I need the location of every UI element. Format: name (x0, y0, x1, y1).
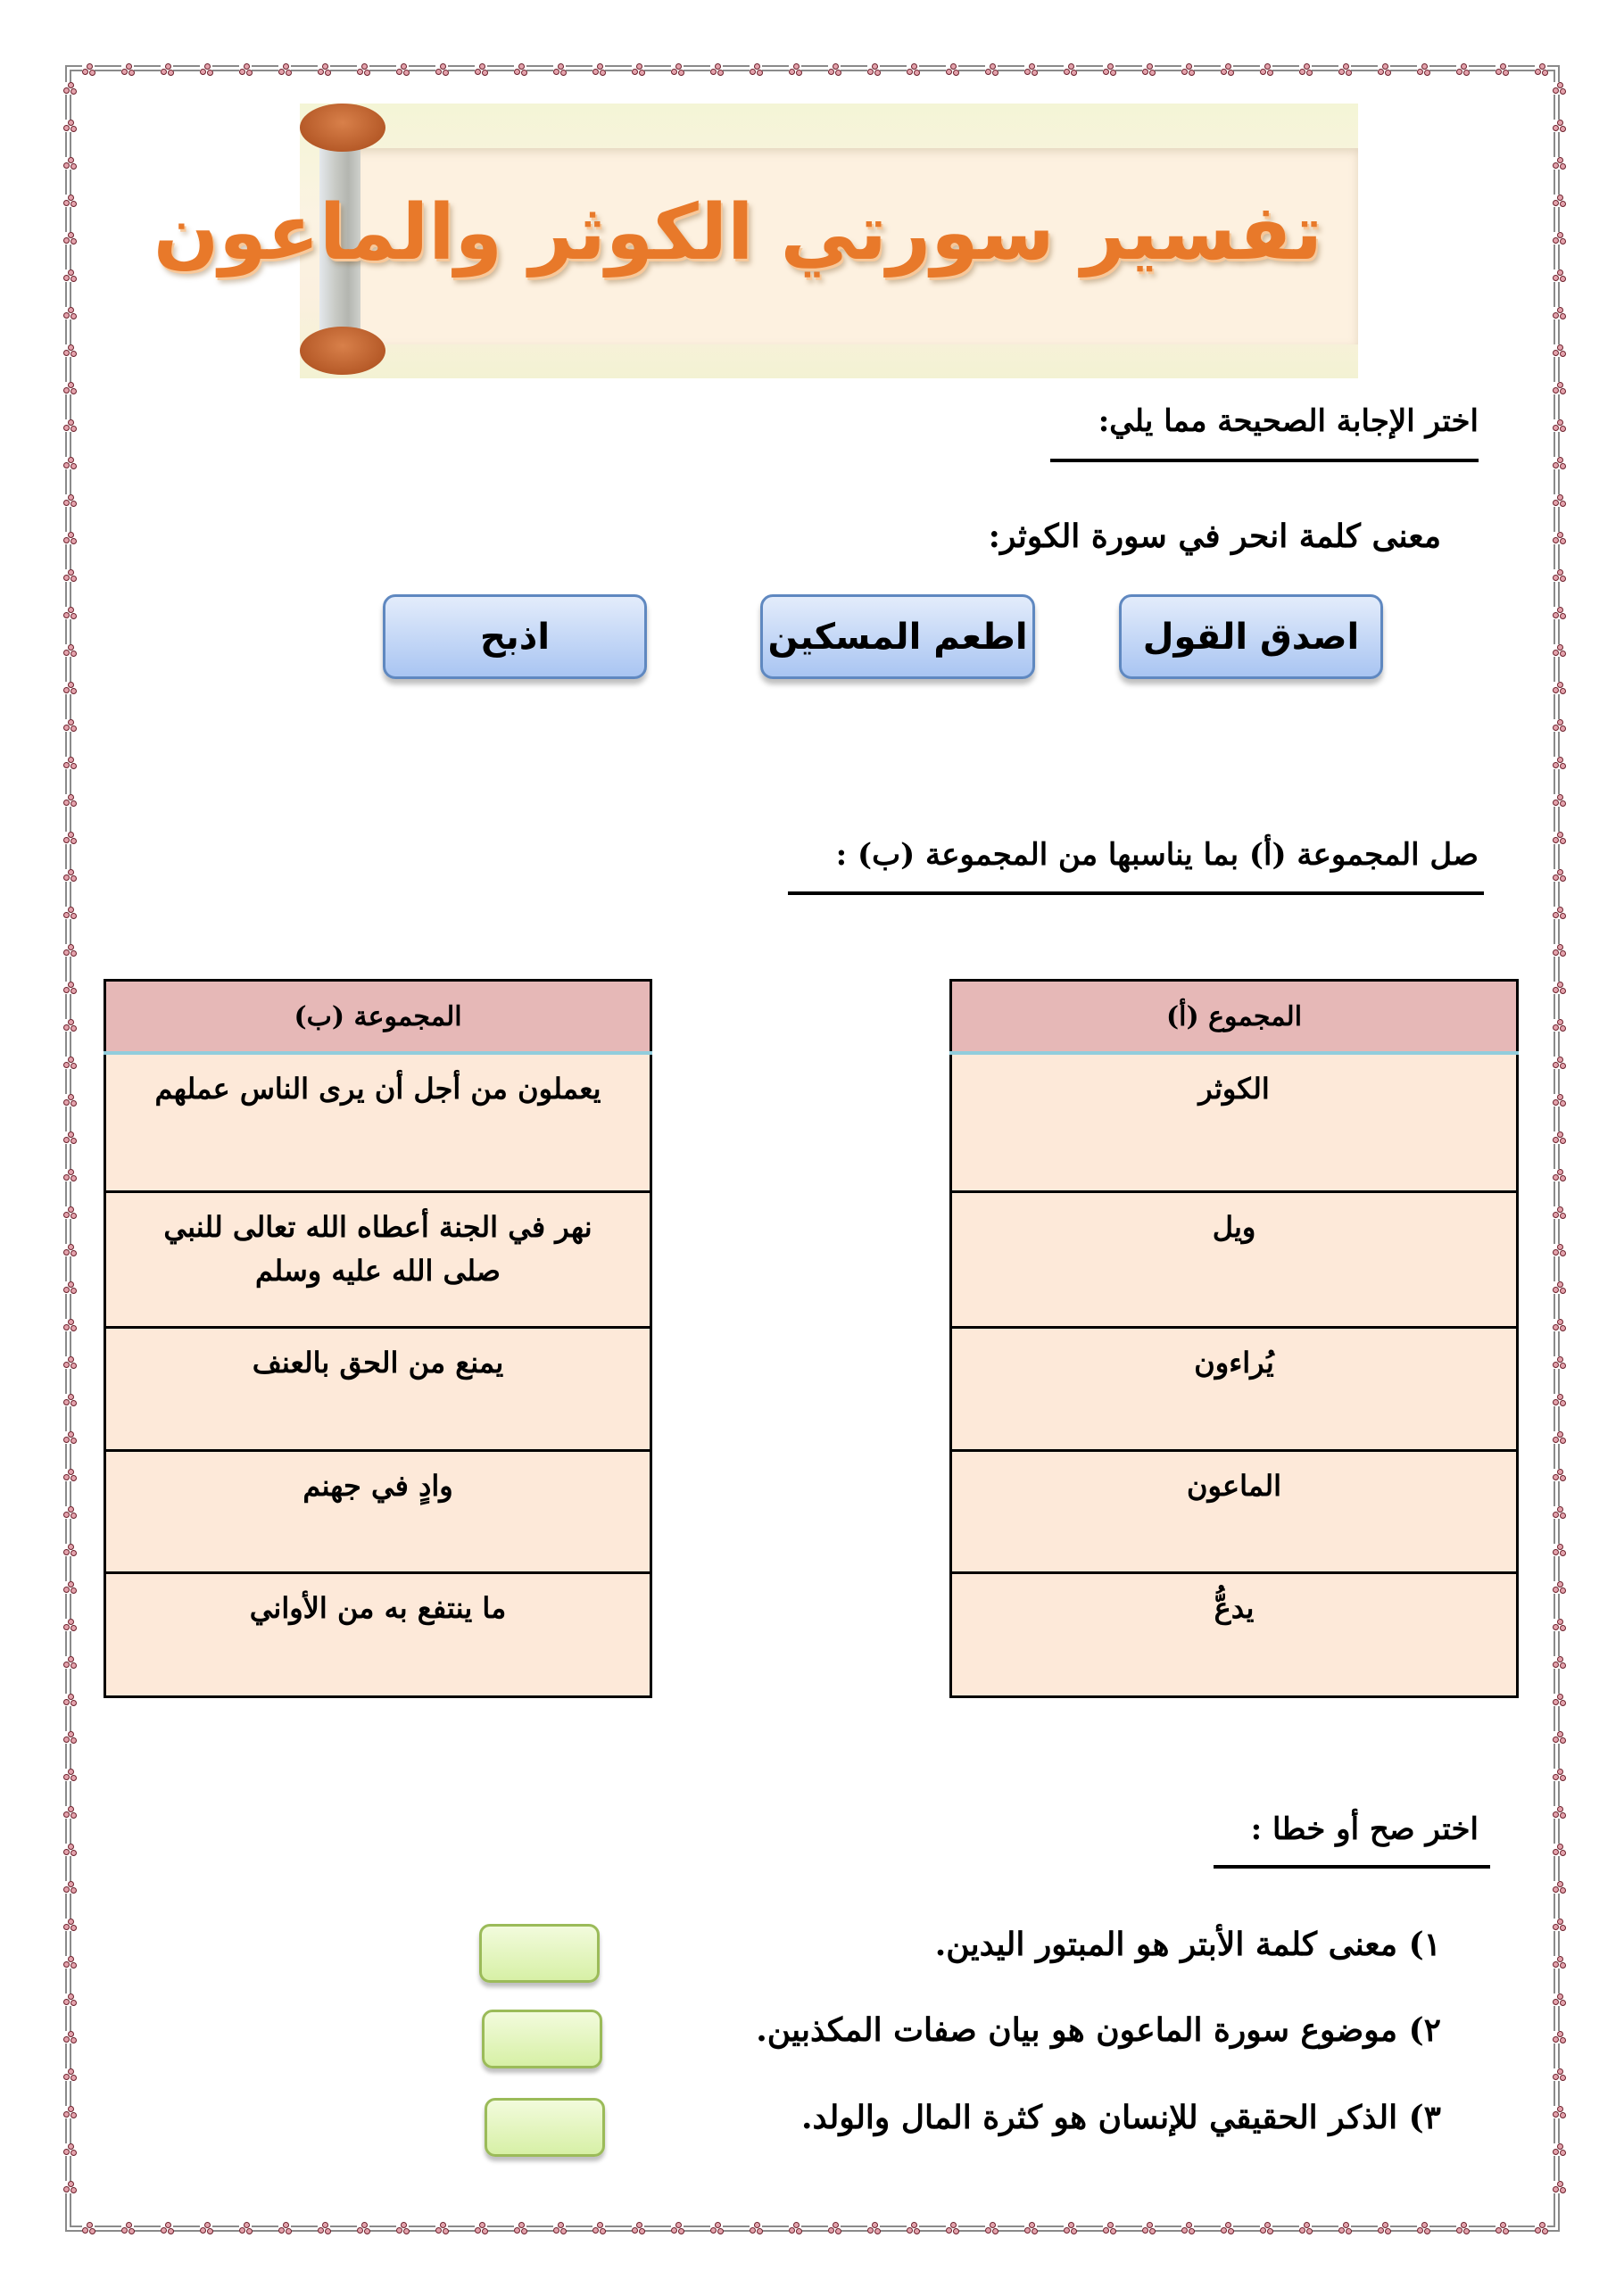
border-ornament-icon (710, 2222, 723, 2234)
border-ornament-icon (828, 2222, 841, 2234)
border-ornament-icon (396, 2222, 409, 2234)
border-ornament-icon (1553, 1131, 1565, 1144)
border-ornament-icon (946, 63, 958, 76)
border-ornament-icon (1553, 1544, 1565, 1556)
group-a-item[interactable]: يُراءون (951, 1327, 1518, 1450)
border-ornament-icon (592, 2222, 605, 2234)
border-ornament-icon (1553, 982, 1565, 994)
border-ornament-icon (318, 2222, 330, 2234)
border-ornament-icon (1064, 63, 1076, 76)
border-ornament-icon (1142, 2222, 1155, 2234)
border-ornament-icon (592, 63, 605, 76)
border-ornament-icon (63, 1319, 76, 1331)
border-ornament-icon (1553, 1993, 1565, 2006)
border-ornament-icon (1553, 1806, 1565, 1819)
border-ornament-icon (1553, 1394, 1565, 1406)
section2-underline (788, 891, 1484, 895)
border-ornament-icon (63, 1656, 76, 1669)
border-ornament-icon (1553, 1731, 1565, 1744)
border-ornament-icon (1338, 2222, 1351, 2234)
border-ornament-icon (1553, 1919, 1565, 1931)
border-ornament-icon (1535, 2222, 1547, 2234)
section1-heading: اختر الإجابة الصحيحة مما يلي: (1098, 403, 1479, 439)
border-ornament-icon (63, 1431, 76, 1444)
tf-answer-box-3[interactable] (485, 2098, 605, 2157)
border-ornament-icon (789, 63, 801, 76)
border-ornament-icon (1553, 1244, 1565, 1256)
border-ornament-icon (1553, 457, 1565, 469)
border-ornament-icon (63, 2106, 76, 2118)
group-a-header: المجموع (أ) (951, 981, 1518, 1054)
border-ornament-icon (946, 2222, 958, 2234)
border-ornament-icon (1378, 2222, 1390, 2234)
border-ornament-icon (121, 2222, 134, 2234)
group-b-item[interactable]: ما ينتفع به من الأواني (105, 1572, 651, 1696)
border-ornament-icon (632, 2222, 644, 2234)
border-ornament-icon (1553, 1844, 1565, 1856)
border-ornament-icon (1496, 63, 1508, 76)
border-ornament-icon (1299, 2222, 1312, 2234)
border-ornament-icon (1553, 195, 1565, 207)
section2-heading: صل المجموعة (أ) بما يناسبها من المجموعة (ب) : (835, 837, 1479, 873)
border-ornament-icon (750, 2222, 762, 2234)
border-ornament-icon (63, 1544, 76, 1556)
border-ornament-icon (1553, 1881, 1565, 1894)
group-a-item[interactable]: يدعُّ (951, 1572, 1518, 1696)
border-ornament-icon (1417, 2222, 1429, 2234)
border-ornament-icon (1553, 1506, 1565, 1519)
border-ornament-icon (1024, 63, 1037, 76)
border-ornament-icon (161, 2222, 173, 2234)
group-a-item[interactable]: ويل (951, 1191, 1518, 1327)
border-ornament-icon (867, 63, 880, 76)
border-ornament-icon (82, 2222, 95, 2234)
border-ornament-icon (1456, 63, 1469, 76)
border-ornament-icon (63, 1469, 76, 1481)
border-ornament-icon (63, 82, 76, 95)
border-ornament-icon (1553, 2031, 1565, 2043)
border-ornament-icon (671, 63, 684, 76)
border-ornament-icon (435, 2222, 448, 2234)
border-ornament-icon (1553, 1206, 1565, 1219)
border-ornament-icon (907, 63, 919, 76)
border-ornament-icon (1553, 1469, 1565, 1481)
border-ornament-icon (63, 832, 76, 844)
border-ornament-icon (1553, 1019, 1565, 1032)
group-b-item[interactable]: يعملون من أجل أن يرى الناس عملهم (105, 1053, 651, 1191)
border-ornament-icon (200, 2222, 212, 2234)
border-ornament-icon (63, 1731, 76, 1744)
border-ornament-icon (1553, 1769, 1565, 1781)
border-ornament-icon (1553, 569, 1565, 582)
border-ornament-icon (63, 569, 76, 582)
border-ornament-icon (1299, 63, 1312, 76)
border-ornament-icon (1378, 63, 1390, 76)
border-ornament-icon (63, 344, 76, 357)
border-ornament-icon (357, 2222, 369, 2234)
border-ornament-icon (985, 2222, 998, 2234)
section3-underline (1214, 1865, 1490, 1869)
tf-statement-3: ٣) الذكر الحقيقي للإنسان هو كثرة المال والولد. (800, 2099, 1441, 2136)
border-ornament-icon (1553, 157, 1565, 170)
border-ornament-icon (1553, 269, 1565, 282)
border-ornament-icon (1553, 1169, 1565, 1181)
border-ornament-icon (63, 269, 76, 282)
border-ornament-icon (475, 63, 487, 76)
border-ornament-icon (1553, 1057, 1565, 1069)
border-ornament-icon (1553, 232, 1565, 245)
border-ornament-icon (553, 2222, 566, 2234)
border-ornament-icon (1553, 757, 1565, 769)
border-ornament-icon (63, 1993, 76, 2006)
border-ornament-icon (63, 120, 76, 132)
border-ornament-icon (1553, 1281, 1565, 1294)
scroll-cap-top (300, 104, 385, 152)
border-ornament-icon (278, 63, 291, 76)
border-ornament-icon (63, 907, 76, 919)
group-a-item[interactable]: الكوثر (951, 1053, 1518, 1191)
border-ornament-icon (63, 607, 76, 619)
group-b-item[interactable]: نهر في الجنة أعطاه الله تعالى للنبي صلى الله عليه وسلم (105, 1191, 651, 1327)
border-ornament-icon (278, 2222, 291, 2234)
border-ornament-icon (63, 1169, 76, 1181)
border-ornament-icon (63, 1956, 76, 1969)
border-ornament-icon (63, 307, 76, 319)
border-ornament-icon (63, 1057, 76, 1069)
border-ornament-icon (985, 63, 998, 76)
group-b-item[interactable]: يمنع من الحق بالعنف (105, 1327, 651, 1450)
choice-button-2[interactable]: اطعم المسكين (760, 594, 1035, 679)
choice-button-1[interactable]: اصدق القول (1119, 594, 1383, 679)
border-ornament-icon (907, 2222, 919, 2234)
border-ornament-icon (1496, 2222, 1508, 2234)
border-ornament-icon (63, 982, 76, 994)
border-ornament-icon (200, 63, 212, 76)
border-ornament-icon (514, 63, 526, 76)
border-ornament-icon (435, 63, 448, 76)
group-b-header: المجموعة (ب) (105, 981, 651, 1054)
border-ornament-icon (63, 232, 76, 245)
border-ornament-icon (1142, 63, 1155, 76)
border-ornament-icon (1553, 1094, 1565, 1107)
border-ornament-icon (1553, 719, 1565, 732)
border-ornament-icon (1103, 63, 1115, 76)
border-ornament-icon (1417, 63, 1429, 76)
border-ornament-icon (1553, 382, 1565, 394)
border-ornament-icon (553, 63, 566, 76)
border-ornament-icon (475, 2222, 487, 2234)
border-ornament-icon (828, 63, 841, 76)
worksheet-title: تفسير سورتي الكوثر والماعون (153, 188, 1322, 278)
border-ornament-icon (1553, 1694, 1565, 1706)
border-ornament-icon (1553, 907, 1565, 919)
group-b-table (104, 979, 652, 1698)
border-ornament-icon (1221, 63, 1233, 76)
tf-statement-2: ٢) موضوع سورة الماعون هو بيان صفات المكذبين. (756, 2011, 1441, 2049)
section3-heading: اختر صح أو خطا : (1250, 1811, 1479, 1847)
border-ornament-icon (63, 1806, 76, 1819)
border-ornament-icon (63, 757, 76, 769)
border-ornament-icon (63, 1244, 76, 1256)
border-ornament-icon (63, 944, 76, 957)
border-ornament-icon (1456, 2222, 1469, 2234)
border-ornament-icon (63, 382, 76, 394)
border-ornament-icon (671, 2222, 684, 2234)
tf-statement-1: ١) معنى كلمة الأبتر هو المبتور اليدين. (934, 1926, 1441, 1963)
border-ornament-icon (63, 1581, 76, 1594)
border-ornament-icon (1553, 794, 1565, 807)
border-ornament-icon (1553, 307, 1565, 319)
border-ornament-icon (1553, 1619, 1565, 1631)
border-ornament-icon (63, 494, 76, 507)
border-ornament-icon (1553, 2068, 1565, 2081)
border-ornament-icon (1553, 532, 1565, 544)
border-ornament-icon (63, 1394, 76, 1406)
group-b-item[interactable]: وادٍ في جهنم (105, 1450, 651, 1572)
border-ornament-icon (63, 157, 76, 170)
border-ornament-icon (1553, 344, 1565, 357)
border-ornament-icon (514, 2222, 526, 2234)
border-ornament-icon (1553, 644, 1565, 657)
border-ornament-icon (1024, 2222, 1037, 2234)
border-ornament-icon (789, 2222, 801, 2234)
border-ornament-icon (63, 1094, 76, 1107)
border-ornament-icon (1260, 63, 1272, 76)
mcq-question: معنى كلمة انحر في سورة الكوثر: (988, 518, 1441, 555)
border-ornament-icon (63, 682, 76, 694)
border-ornament-icon (632, 63, 644, 76)
border-ornament-icon (63, 457, 76, 469)
border-ornament-icon (63, 2143, 76, 2156)
border-ornament-icon (63, 419, 76, 432)
border-ornament-icon (867, 2222, 880, 2234)
section1-underline (1050, 459, 1479, 462)
border-ornament-icon (357, 63, 369, 76)
border-ornament-icon (750, 63, 762, 76)
border-ornament-icon (1553, 120, 1565, 132)
border-ornament-icon (239, 63, 252, 76)
border-ornament-icon (63, 1356, 76, 1369)
border-ornament-icon (1553, 419, 1565, 432)
border-ornament-icon (1553, 1319, 1565, 1331)
group-a-item[interactable]: الماعون (951, 1450, 1518, 1572)
border-ornament-icon (318, 63, 330, 76)
border-ornament-icon (63, 1131, 76, 1144)
title-banner (153, 104, 1358, 378)
border-ornament-icon (63, 1844, 76, 1856)
border-ornament-icon (1221, 2222, 1233, 2234)
choice-button-3[interactable]: اذبح (383, 594, 647, 679)
scroll-cap-bottom (300, 327, 385, 375)
border-ornament-icon (1553, 1581, 1565, 1594)
border-ornament-icon (63, 532, 76, 544)
border-ornament-icon (1553, 82, 1565, 95)
border-ornament-icon (63, 1506, 76, 1519)
border-ornament-icon (1553, 1431, 1565, 1444)
border-ornament-icon (63, 1281, 76, 1294)
border-ornament-icon (63, 1769, 76, 1781)
border-ornament-icon (1553, 2106, 1565, 2118)
tf-answer-box-1[interactable] (479, 1924, 600, 1983)
border-ornament-icon (63, 1019, 76, 1032)
border-ornament-icon (1553, 2181, 1565, 2193)
border-ornament-icon (63, 1206, 76, 1219)
border-ornament-icon (1553, 944, 1565, 957)
border-ornament-icon (1553, 1356, 1565, 1369)
group-a-table (949, 979, 1519, 1698)
border-ornament-icon (1260, 2222, 1272, 2234)
border-ornament-icon (1553, 682, 1565, 694)
border-ornament-icon (63, 794, 76, 807)
border-ornament-icon (63, 1881, 76, 1894)
border-ornament-icon (63, 2031, 76, 2043)
border-ornament-icon (1553, 869, 1565, 882)
border-ornament-icon (63, 719, 76, 732)
border-ornament-icon (1553, 832, 1565, 844)
border-ornament-icon (121, 63, 134, 76)
border-ornament-icon (1553, 2143, 1565, 2156)
border-ornament-icon (63, 1919, 76, 1931)
border-ornament-icon (1535, 63, 1547, 76)
border-ornament-icon (63, 1694, 76, 1706)
border-ornament-icon (63, 2181, 76, 2193)
border-ornament-icon (63, 195, 76, 207)
border-ornament-icon (710, 63, 723, 76)
border-ornament-icon (82, 63, 95, 76)
border-ornament-icon (1553, 1656, 1565, 1669)
border-ornament-icon (63, 644, 76, 657)
border-ornament-icon (1103, 2222, 1115, 2234)
border-ornament-icon (396, 63, 409, 76)
tf-answer-box-2[interactable] (482, 2010, 602, 2068)
border-ornament-icon (63, 2068, 76, 2081)
border-ornament-icon (1553, 1956, 1565, 1969)
border-ornament-icon (63, 869, 76, 882)
border-ornament-icon (1553, 607, 1565, 619)
border-ornament-icon (161, 63, 173, 76)
border-ornament-icon (1181, 63, 1194, 76)
border-ornament-icon (1553, 494, 1565, 507)
border-ornament-icon (1064, 2222, 1076, 2234)
border-ornament-icon (63, 1619, 76, 1631)
border-ornament-icon (239, 2222, 252, 2234)
border-ornament-icon (1338, 63, 1351, 76)
border-ornament-icon (1181, 2222, 1194, 2234)
